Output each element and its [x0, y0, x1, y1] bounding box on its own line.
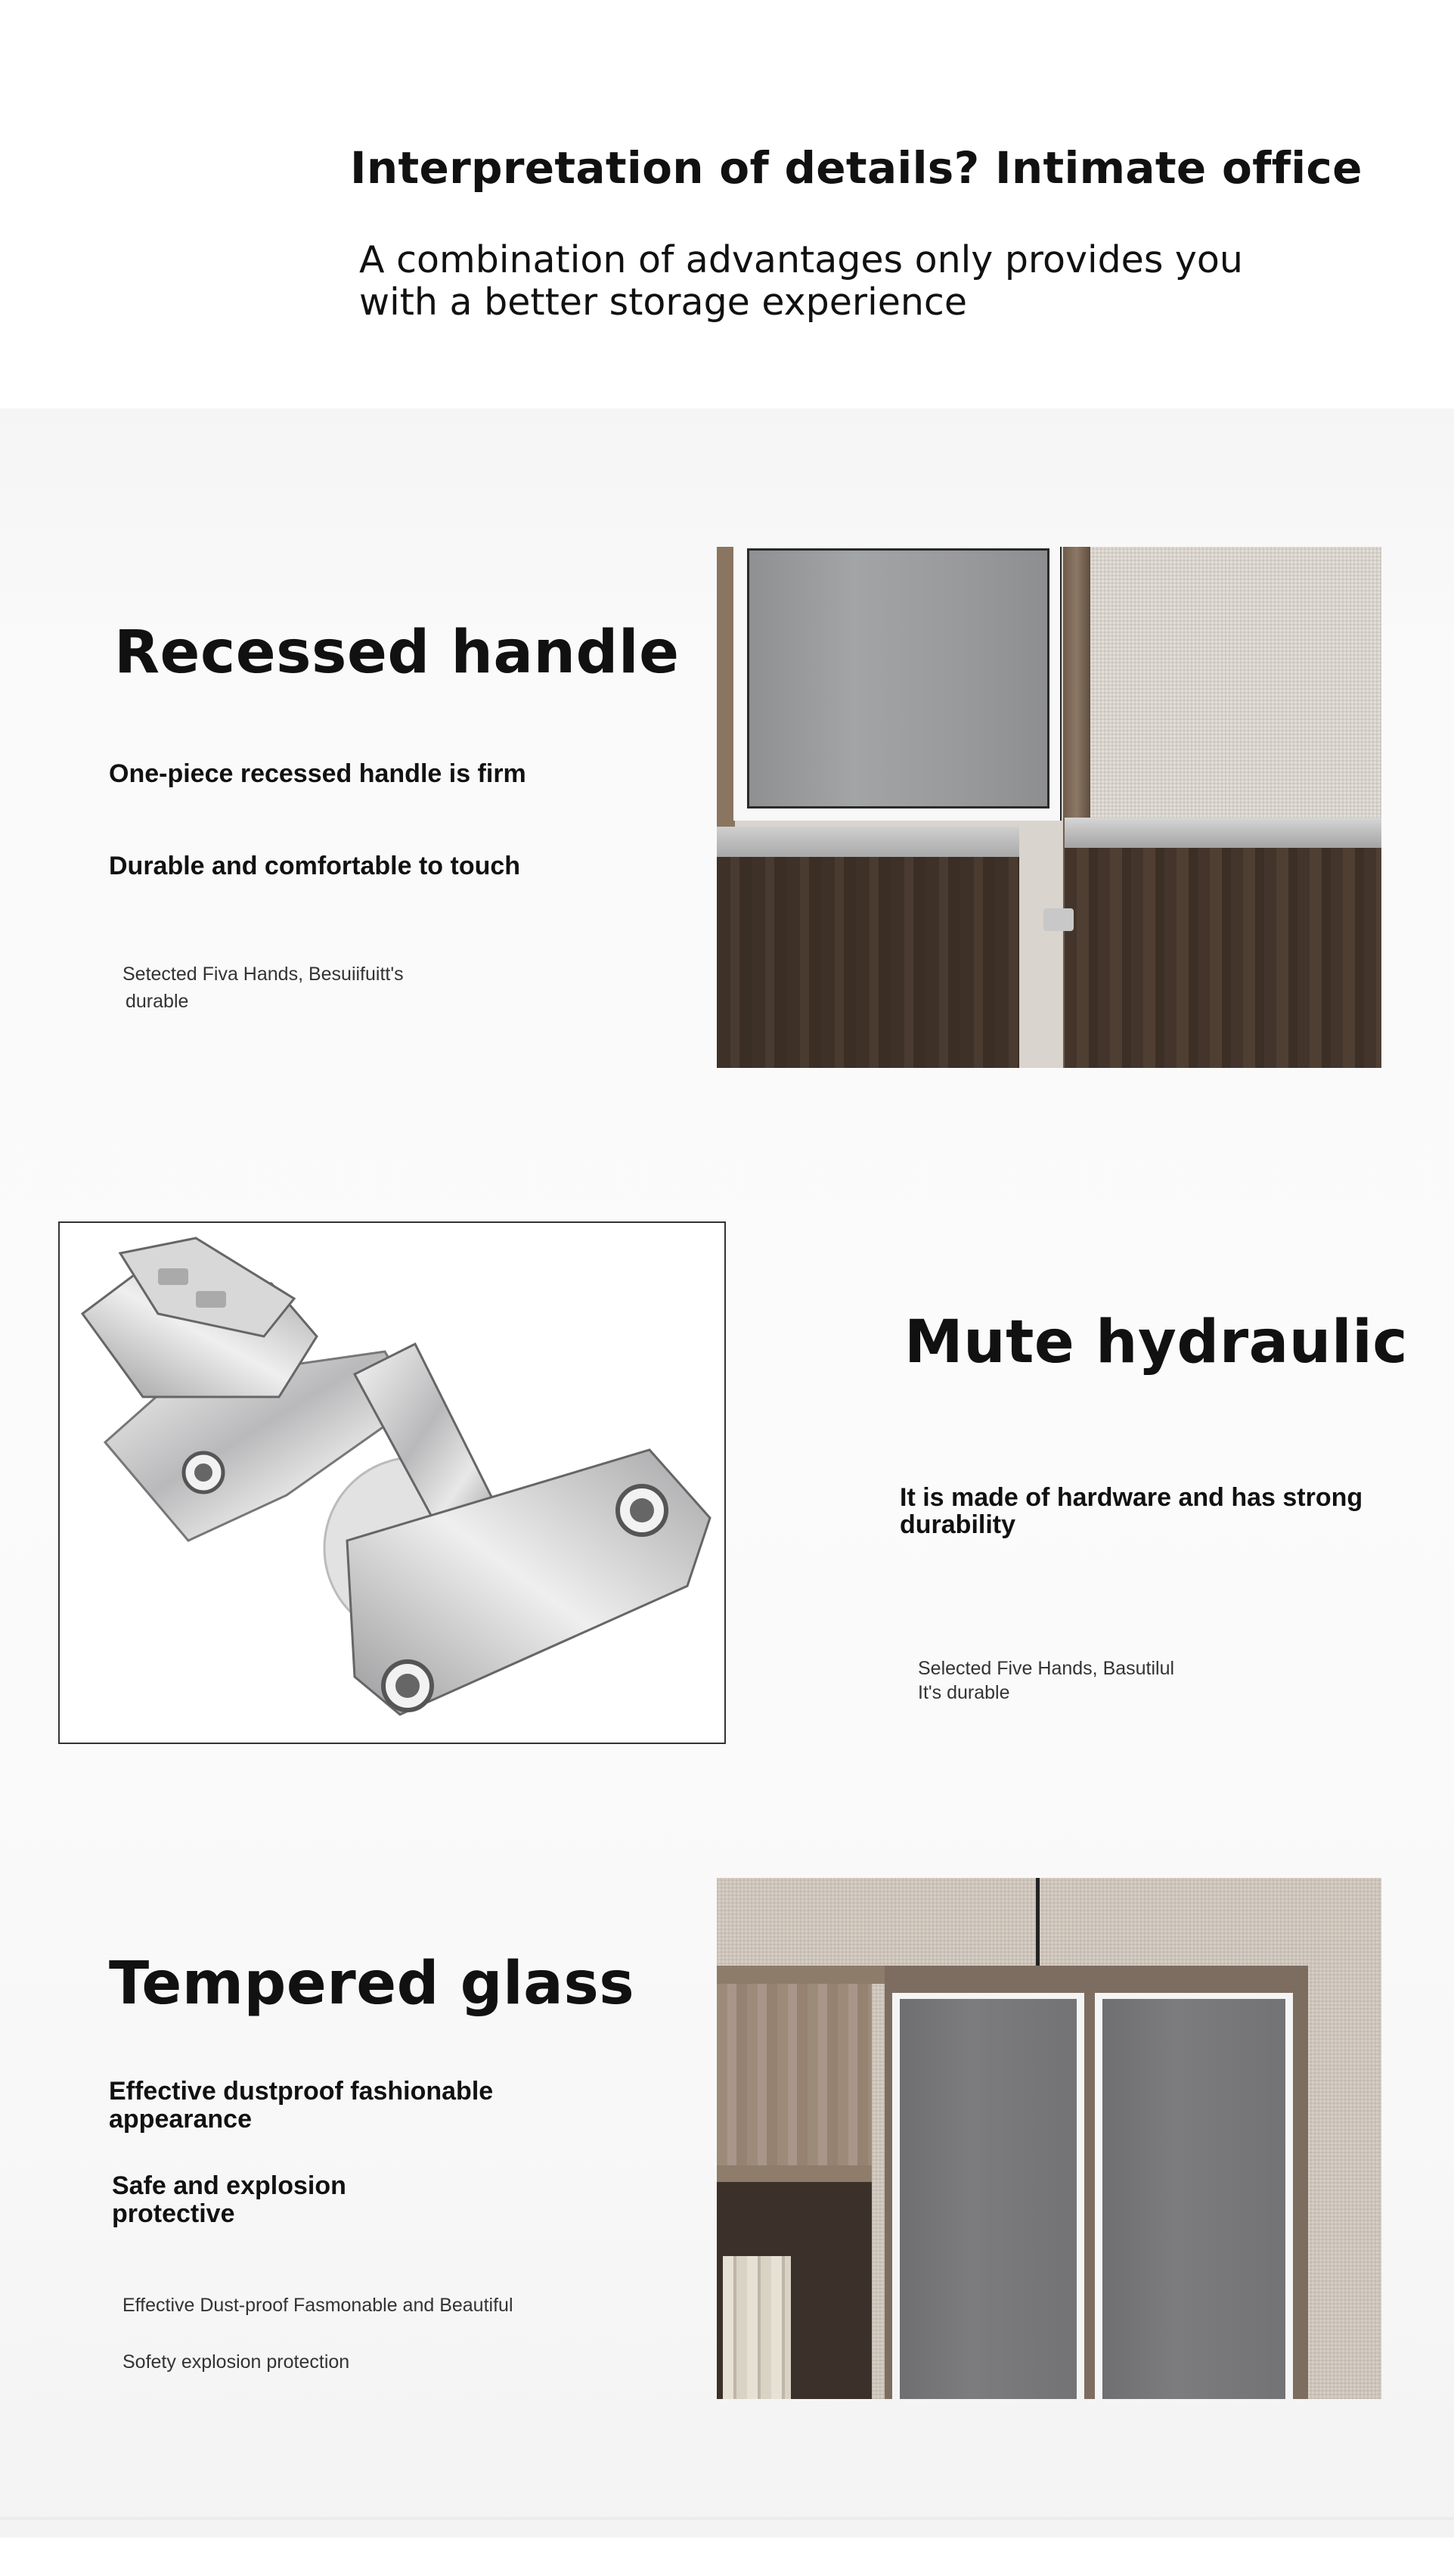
section-title-mute-hydraulic: Mute hydraulic [904, 1308, 1409, 1376]
feature-text: Safe and explosion [112, 2171, 346, 2200]
note-text: Sofety explosion protection [122, 2351, 350, 2373]
section-title-tempered-glass: Tempered glass [109, 1950, 635, 2018]
feature-text: durability [900, 1510, 1016, 1539]
feature-text: Durable and comfortable to touch [109, 852, 521, 880]
feature-text: One-piece recessed handle is firm [109, 759, 526, 788]
footer-divider [0, 2517, 1454, 2520]
recessed-handle-photo [717, 547, 1381, 1068]
subtitle-line-1: A combination of advantages only provides you [359, 238, 1243, 281]
subtitle-line-2: with a better storage experience [359, 281, 967, 324]
tempered-glass-photo [717, 1878, 1381, 2399]
note-text: durable [126, 991, 189, 1012]
note-text: Setected Fiva Hands, Besuiifuitt's [122, 964, 404, 985]
lock-icon [1043, 908, 1074, 931]
note-text: It's durable [918, 1682, 1010, 1703]
page-subtitle [359, 239, 1342, 324]
hinge-photo [58, 1221, 726, 1744]
section-title-recessed-handle: Recessed handle [114, 619, 680, 687]
feature-text: It is made of hardware and has strong [900, 1483, 1363, 1512]
feature-text: Effective dustproof fashionable [109, 2077, 494, 2106]
note-text: Effective Dust-proof Fasmonable and Beautiful [122, 2295, 513, 2316]
header-banner [0, 0, 1454, 408]
feature-text: appearance [109, 2105, 252, 2134]
feature-text: protective [112, 2199, 235, 2228]
page-title: Interpretation of details? Intimate office [350, 142, 1363, 194]
hinge-icon [60, 1223, 724, 1743]
note-text: Selected Five Hands, Basutilul [918, 1658, 1175, 1679]
